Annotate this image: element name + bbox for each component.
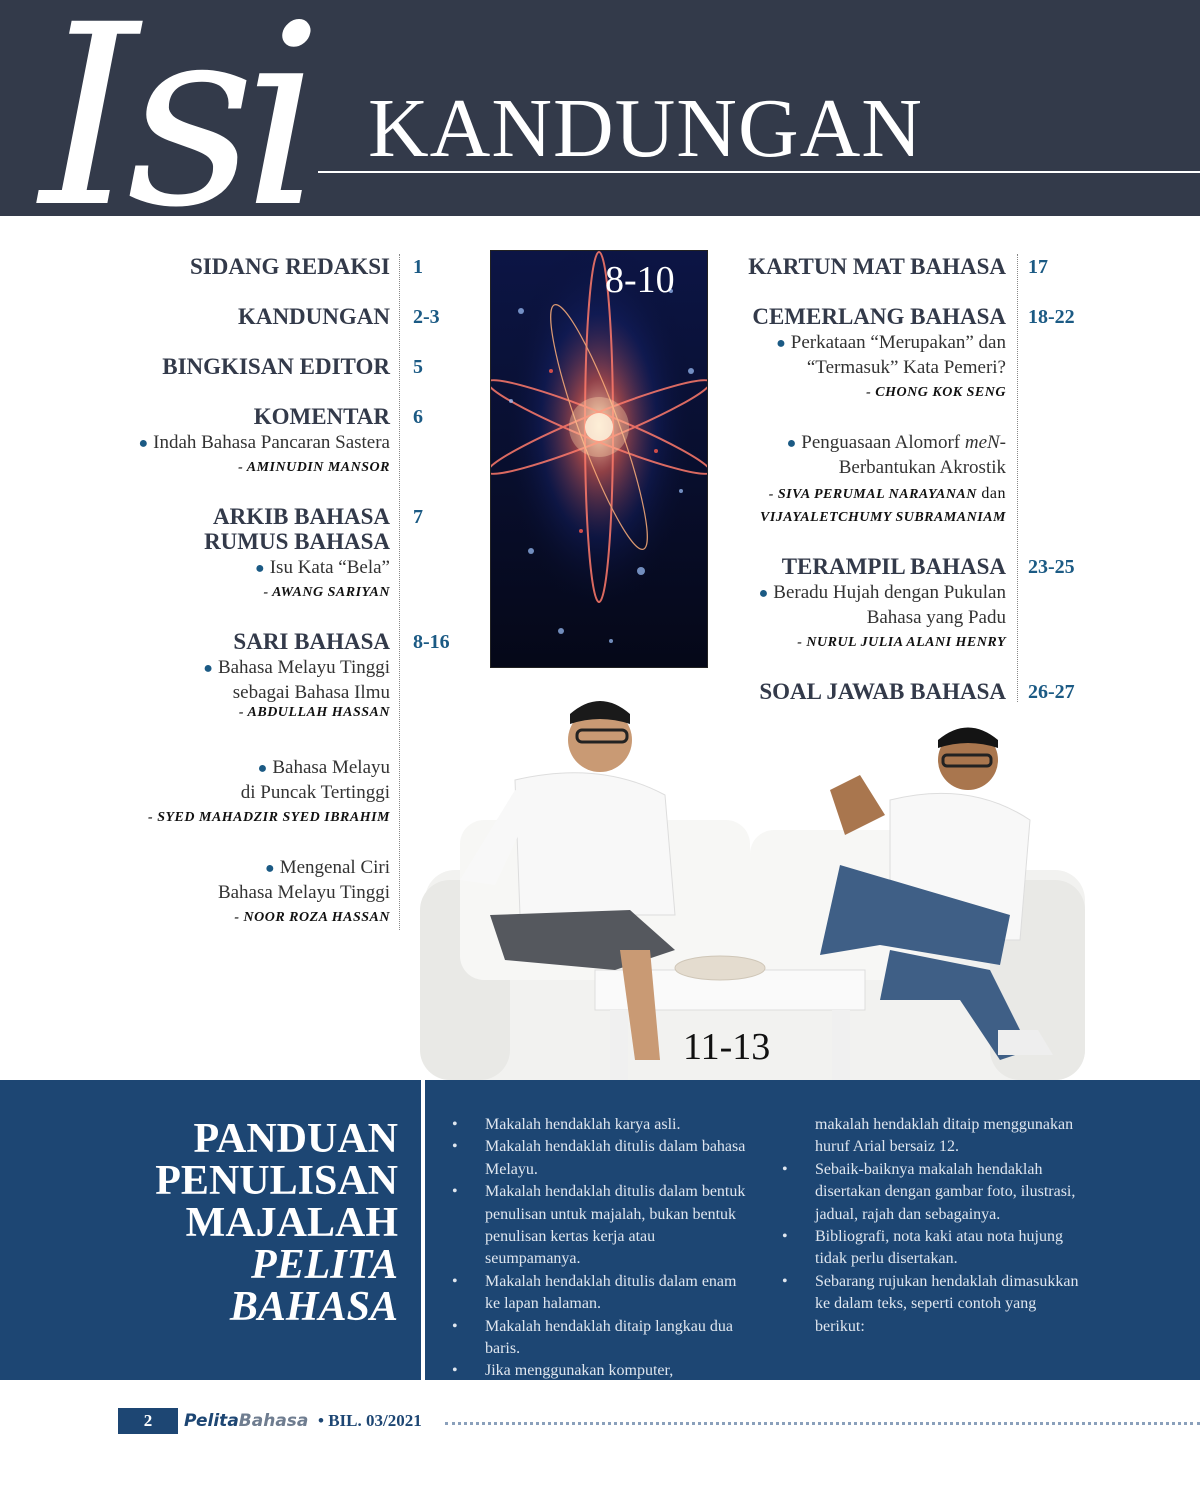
toc-cemerlang-bahasa[interactable]: CEMERLANG BAHASA (752, 304, 1006, 329)
toc-komentar-author: - AMINUDIN MANSOR (238, 460, 390, 475)
guideline-item: • Makalah hendaklah ditulis dalam bentuk penulisan untuk majalah, bukan bentuk penulisan kertas kerja atau seumpamanya. (450, 1181, 750, 1271)
bullet-icon: ● (255, 560, 265, 577)
page-number: 2 (118, 1408, 178, 1434)
page-ref-kandungan: 2-3 (413, 306, 440, 328)
toc-komentar[interactable]: KOMENTAR (253, 404, 390, 429)
toc-soal-jawab-bahasa[interactable]: SOAL JAWAB BAHASA (759, 679, 1006, 704)
guidelines-column-2 (780, 1114, 1080, 1338)
bullet-icon: ● (786, 435, 797, 452)
toc-arkib-bahasa[interactable]: ARKIB BAHASA (212, 504, 390, 529)
page-title: KANDUNGAN (368, 82, 923, 175)
page-ref-sari: 8-16 (413, 631, 450, 653)
toc-arkib-author: - AWANG SARIYAN (263, 585, 390, 600)
toc-bingkisan-editor[interactable]: BINGKISAN EDITOR (162, 354, 390, 379)
bullet-icon: ● (257, 760, 268, 777)
guideline-item: • Makalah hendaklah karya asli. (450, 1114, 750, 1136)
atom-illustration (491, 251, 707, 667)
guideline-item: • Sebaik-baiknya makalah hendaklah disertakan dengan gambar foto, ilustrasi, jadual, rajah dan sebagainya. (780, 1159, 1080, 1226)
toc-cemerlang-article-1-line2: “Termasuk” Kata Pemeri? (806, 357, 1006, 378)
page-ref-terampil: 23-25 (1028, 556, 1075, 578)
page-ref-soal: 26-27 (1028, 681, 1075, 703)
sofa-page-ref: 11-13 (683, 1026, 771, 1068)
guideline-item: • Makalah hendaklah ditaip langkau dua baris. (450, 1316, 750, 1361)
issue-number: • BIL. 03/2021 (318, 1411, 422, 1430)
toc-arkib-article[interactable]: ● Isu Kata “Bela” (255, 557, 390, 578)
guideline-item: • Jika menggunakan komputer, (450, 1360, 750, 1382)
sofa-photo (420, 700, 1140, 1080)
page-ref-cemerlang: 18-22 (1028, 306, 1075, 328)
guideline-item: • Makalah hendaklah ditulis dalam bahasa Melayu. (450, 1136, 750, 1181)
toc-kandungan[interactable]: KANDUNGAN (237, 304, 390, 329)
toc-sari-author-3: - NOOR ROZA HASSAN (234, 910, 390, 925)
toc-komentar-article[interactable]: ● Indah Bahasa Pancaran Sastera (138, 432, 390, 453)
toc-cemerlang-article-2-line2: Berbantukan Akrostik (838, 457, 1006, 478)
toc-sidang-redaksi[interactable]: SIDANG REDAKSI (189, 254, 390, 279)
page-ref-kartun: 17 (1028, 256, 1048, 278)
guidelines-divider (421, 1080, 425, 1380)
toc-cemerlang-author-1: - CHONG KOK SENG (866, 385, 1006, 400)
bullet-icon: ● (138, 435, 149, 452)
toc-terampil-article[interactable]: ● Beradu Hujah dengan Pukulan (758, 582, 1006, 603)
bullet-icon: ● (776, 335, 786, 352)
header-banner (0, 0, 1200, 262)
magazine-logo: PelitaBahasa (184, 1411, 309, 1431)
guideline-item-continued: makalah hendaklah ditaip menggunakan huruf Arial bersaiz 12. (815, 1116, 1074, 1156)
toc-terampil-article-line2: Bahasa yang Padu (866, 607, 1006, 628)
guideline-item: • Bibliografi, nota kaki atau nota hujung tidak perlu disertakan. (780, 1226, 1080, 1271)
toc-sari-article-1-line2: sebagai Bahasa Ilmu (232, 682, 390, 703)
toc-right-divider (1017, 254, 1018, 702)
guidelines-column-1 (450, 1114, 750, 1383)
toc-sari-bahasa[interactable]: SARI BAHASA (233, 629, 390, 654)
toc-sari-author-2: - SYED MAHADZIR SYED IBRAHIM (148, 810, 390, 825)
page-ref-bingkisan: 5 (413, 356, 423, 378)
photo-page-ref: 8-10 (605, 259, 675, 301)
toc-cemerlang-article-1[interactable]: ● Perkataan “Merupakan” dan (776, 332, 1006, 353)
bullet-icon: ● (758, 585, 769, 602)
toc-sari-article-3-line2: Bahasa Melayu Tinggi (217, 882, 390, 903)
toc-sari-article-3[interactable]: ● Mengenal Ciri (265, 857, 390, 878)
page-ref-sidang: 1 (413, 256, 423, 278)
guideline-item: • Sebarang rujukan hendaklah dimasukkan ke dalam teks, seperti contoh yang berikut: (780, 1271, 1080, 1338)
toc-sari-article-1[interactable]: ● Bahasa Melayu Tinggi (203, 657, 390, 678)
bullet-icon: ● (203, 660, 213, 677)
two-men-on-sofa-illustration (420, 700, 1140, 1080)
toc-rumus-bahasa[interactable]: RUMUS BAHASA (204, 529, 390, 554)
toc-sari-article-2-line2: di Puncak Tertinggi (240, 782, 390, 803)
toc-terampil-author: - NURUL JULIA ALANI HENRY (797, 635, 1006, 650)
guideline-item: • Makalah hendaklah ditulis dalam enam ke lapan halaman. (450, 1271, 750, 1316)
toc-cemerlang-author-3: VIJAYALETCHUMY SUBRAMANIAM (759, 510, 1006, 525)
toc-sari-author-1: - ABDULLAH HASSAN (238, 705, 390, 720)
toc-sari-article-2[interactable]: ● Bahasa Melayu (257, 757, 390, 778)
page-ref-arkib: 7 (413, 506, 423, 528)
toc-cemerlang-author-2: - SIVA PERUMAL NARAYANAN dan (768, 485, 1006, 502)
toc-cemerlang-article-2[interactable]: ● Penguasaan Alomorf meN- (786, 432, 1006, 453)
bullet-icon: ● (265, 860, 275, 877)
header-script-title: Isi (40, 0, 312, 262)
footer-dotted-rule (445, 1422, 1200, 1425)
toc-terampil-bahasa[interactable]: TERAMPIL BAHASA (781, 554, 1006, 579)
guidelines-heading: PANDUAN PENULISAN MAJALAH PELITA BAHASA (155, 1116, 398, 1330)
atom-photo (490, 250, 708, 668)
page-ref-komentar: 6 (413, 406, 423, 428)
toc-kartun-mat-bahasa[interactable]: KARTUN MAT BAHASA (748, 254, 1006, 279)
toc-left-divider (399, 254, 400, 930)
